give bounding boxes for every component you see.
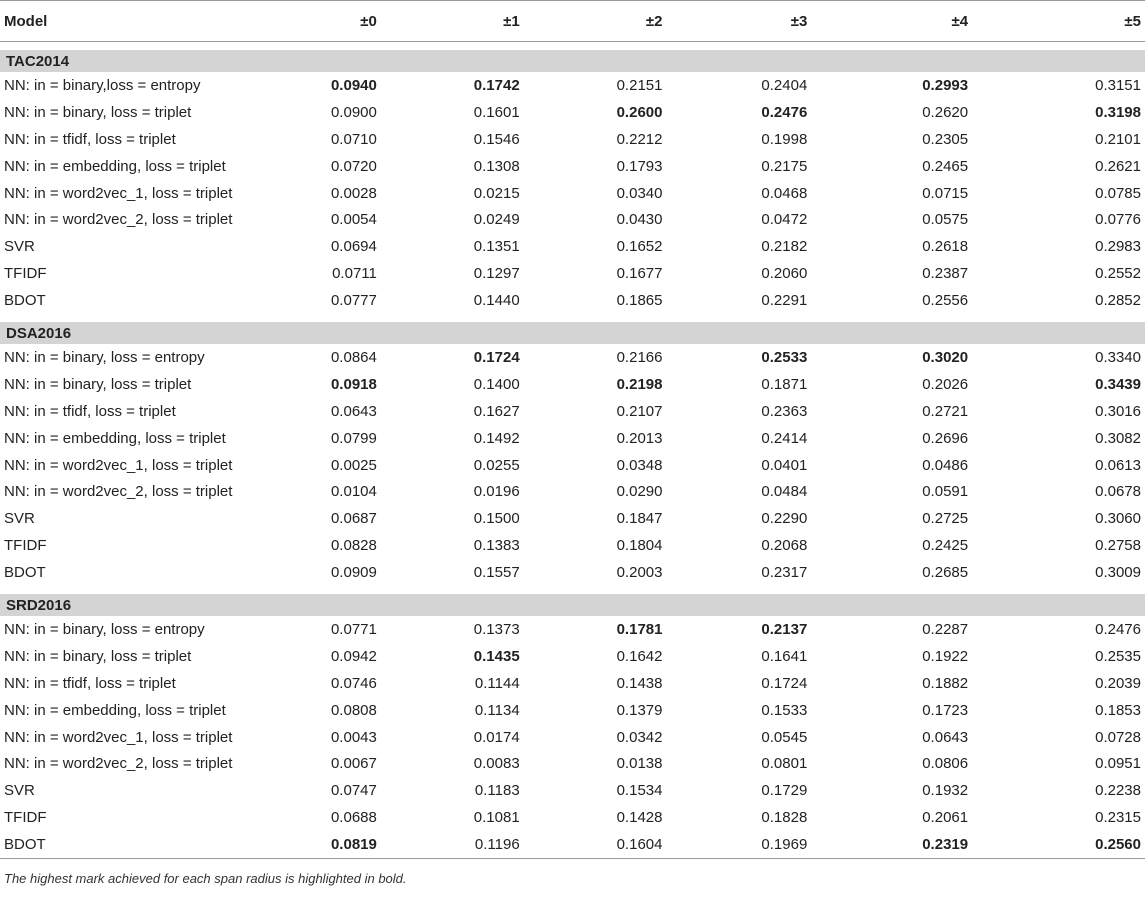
score-cell: 0.2013 — [616, 429, 663, 447]
score-cell: 0.0715 — [922, 184, 969, 202]
score-cell: 0.1435 — [473, 647, 520, 665]
score-cell: 0.2535 — [1095, 647, 1141, 665]
model-name-cell: NN: in = tfidf, loss = triplet — [4, 402, 176, 420]
score-cell: 0.2061 — [922, 809, 969, 827]
table-row — [0, 697, 1145, 724]
score-cell: 0.1196 — [441, 831, 582, 858]
score-cell: 0.3198 — [1095, 103, 1141, 121]
table-row — [0, 724, 1145, 751]
table-row — [0, 233, 1145, 260]
model-name-cell: NN: in = binary, loss = triplet — [4, 103, 192, 121]
score-cell: 0.2476 — [761, 103, 808, 121]
score-cell: 0.1642 — [616, 647, 663, 665]
score-cell: 0.0678 — [1095, 483, 1141, 501]
section-spacer — [0, 586, 1145, 594]
score-cell: 0.0342 — [616, 728, 663, 746]
score-cell: 0.2003 — [616, 564, 663, 582]
score-cell: 0.1627 — [473, 402, 520, 420]
score-cell: 0.0688 — [330, 809, 377, 827]
score-cell: 0.1351 — [473, 238, 520, 256]
score-cell: 0.1847 — [616, 510, 663, 528]
score-cell: 0.1932 — [922, 782, 969, 800]
score-cell: 0.0472 — [761, 211, 808, 229]
score-cell: 0.1601 — [473, 103, 520, 121]
score-cell: 0.0043 — [330, 728, 377, 746]
score-cell: 0.0340 — [616, 184, 663, 202]
score-cell: 0.0401 — [761, 456, 808, 474]
score-cell: 0.1144 — [474, 674, 520, 692]
score-cell: 0.0728 — [1095, 728, 1141, 746]
section-title: DSA2016 — [0, 322, 1145, 344]
score-cell: 0.1379 — [616, 701, 663, 719]
score-cell: 0.1922 — [922, 647, 969, 665]
score-cell: 0.1828 — [761, 809, 808, 827]
table-row — [0, 425, 1145, 452]
model-name-cell: NN: in = binary, loss = triplet — [4, 647, 192, 665]
score-cell: 0.2198 — [616, 375, 663, 393]
score-cell: 0.0067 — [330, 755, 377, 773]
score-cell: 0.2151 — [616, 76, 663, 94]
table-row — [0, 344, 1145, 371]
model-name-cell: SVR — [4, 782, 35, 800]
score-cell: 0.0720 — [330, 157, 377, 175]
score-cell: 0.1729 — [761, 782, 808, 800]
score-cell: 0.1804 — [616, 537, 663, 555]
score-cell: 0.1134 — [474, 701, 520, 719]
score-cell: 0.1533 — [761, 701, 808, 719]
model-name-cell: SVR — [4, 238, 35, 256]
section-header-row — [0, 322, 1145, 344]
model-name-cell: TFIDF — [4, 265, 47, 283]
table-row — [0, 478, 1145, 505]
score-cell: 0.0776 — [1095, 211, 1141, 229]
score-cell: 0.2852 — [1095, 292, 1141, 310]
model-name-cell: BDOT — [4, 564, 46, 582]
score-cell: 0.2315 — [1095, 809, 1141, 827]
score-cell: 0.1793 — [616, 157, 663, 175]
score-cell: 0.2238 — [1095, 782, 1141, 800]
table-body — [0, 42, 1145, 859]
table-row — [0, 99, 1145, 126]
score-cell: 0.1081 — [473, 809, 520, 827]
score-cell: 0.0694 — [330, 238, 377, 256]
score-cell: 0.0918 — [330, 375, 377, 393]
table-row — [0, 260, 1145, 287]
score-cell: 0.1724 — [473, 348, 520, 366]
score-cell: 0.0104 — [330, 483, 377, 501]
score-cell: 0.2060 — [761, 265, 808, 283]
section-header-row — [0, 50, 1145, 72]
score-cell: 0.0054 — [330, 211, 377, 229]
score-cell: 0.2552 — [1095, 265, 1141, 283]
table-row — [0, 505, 1145, 532]
score-cell: 0.1998 — [761, 130, 808, 148]
table-row — [0, 452, 1145, 479]
score-cell: 0.0746 — [330, 674, 377, 692]
score-cell: 0.0864 — [330, 348, 377, 366]
score-cell: 0.0942 — [330, 647, 377, 665]
score-cell: 0.1641 — [761, 647, 808, 665]
score-cell: 0.2026 — [922, 375, 969, 393]
header-span-4: ±4 — [951, 12, 969, 30]
table-row — [0, 371, 1145, 398]
score-cell: 0.3060 — [1095, 510, 1141, 528]
score-cell: 0.0808 — [330, 701, 377, 719]
score-cell: 0.0819 — [300, 831, 441, 858]
score-cell: 0.0545 — [761, 728, 808, 746]
model-name-cell: TFIDF — [4, 809, 47, 827]
score-cell: 0.2317 — [761, 564, 808, 582]
score-cell: 0.0940 — [330, 76, 377, 94]
score-cell: 0.2291 — [761, 292, 808, 310]
score-cell: 0.0747 — [330, 782, 377, 800]
score-cell: 0.0083 — [473, 755, 520, 773]
score-cell: 0.0028 — [330, 184, 377, 202]
score-cell: 0.2166 — [616, 348, 663, 366]
header-span-1: ±1 — [503, 12, 520, 30]
model-name-cell: NN: in = embedding, loss = triplet — [4, 157, 226, 175]
model-name-cell: NN: in = embedding, loss = triplet — [4, 701, 226, 719]
table-row — [0, 643, 1145, 670]
score-cell: 0.2404 — [761, 76, 808, 94]
score-cell: 0.2182 — [761, 238, 808, 256]
score-cell: 0.2305 — [922, 130, 969, 148]
score-cell: 0.3151 — [1095, 76, 1141, 94]
model-name-cell: NN: in = word2vec_1, loss = triplet — [4, 184, 233, 202]
score-cell: 0.0799 — [330, 429, 377, 447]
table-row — [0, 206, 1145, 233]
score-cell: 0.0806 — [922, 755, 969, 773]
score-cell: 0.2600 — [616, 103, 663, 121]
score-cell: 0.1373 — [473, 620, 520, 638]
score-cell: 0.0643 — [330, 402, 377, 420]
score-cell: 0.0484 — [761, 483, 808, 501]
table-row — [0, 777, 1145, 804]
score-cell: 0.0711 — [332, 265, 377, 283]
score-cell: 0.2068 — [761, 537, 808, 555]
score-cell: 0.2758 — [1095, 537, 1141, 555]
table-row — [0, 72, 1145, 99]
model-name-cell: BDOT — [0, 831, 300, 858]
score-cell: 0.2721 — [922, 402, 969, 420]
table-row — [0, 831, 1145, 858]
score-cell: 0.2287 — [922, 620, 969, 638]
score-cell: 0.2319 — [863, 831, 1004, 858]
score-cell: 0.0643 — [922, 728, 969, 746]
section-spacer — [0, 314, 1145, 322]
score-cell: 0.2725 — [922, 510, 969, 528]
score-cell: 0.0348 — [616, 456, 663, 474]
score-cell: 0.0249 — [473, 211, 520, 229]
score-cell: 0.2363 — [761, 402, 808, 420]
model-name-cell: NN: in = binary, loss = triplet — [4, 375, 192, 393]
model-name-cell: NN: in = word2vec_2, loss = triplet — [4, 755, 233, 773]
score-cell: 0.0196 — [473, 483, 520, 501]
header-span-0: ±0 — [360, 12, 377, 30]
score-cell: 0.0771 — [330, 620, 377, 638]
score-cell: 0.2993 — [922, 76, 969, 94]
table-footnote: The highest mark achieved for each span radius is highlighted in bold. — [4, 871, 407, 887]
score-cell: 0.0215 — [473, 184, 520, 202]
score-cell: 0.2476 — [1095, 620, 1141, 638]
score-cell: 0.0575 — [922, 211, 969, 229]
score-cell: 0.2212 — [616, 130, 663, 148]
score-cell: 0.1781 — [616, 620, 663, 638]
score-cell: 0.1652 — [616, 238, 663, 256]
score-cell: 0.2533 — [761, 348, 808, 366]
score-cell: 0.0591 — [922, 483, 969, 501]
table-row — [0, 804, 1145, 831]
score-cell: 0.0430 — [616, 211, 663, 229]
score-cell: 0.0801 — [761, 755, 808, 773]
score-cell: 0.1557 — [473, 564, 520, 582]
model-name-cell: NN: in = binary, loss = entropy — [4, 620, 205, 638]
score-cell: 0.1853 — [1095, 701, 1141, 719]
spacer-cell — [0, 42, 1145, 51]
section-title: TAC2014 — [0, 50, 1145, 72]
score-cell: 0.3340 — [1095, 348, 1141, 366]
score-cell: 0.3439 — [1095, 375, 1141, 393]
score-cell: 0.3082 — [1095, 429, 1141, 447]
score-cell: 0.0174 — [473, 728, 520, 746]
score-cell: 0.0613 — [1095, 456, 1141, 474]
score-cell: 0.1882 — [922, 674, 969, 692]
score-cell: 0.2560 — [1004, 831, 1145, 858]
score-cell: 0.0255 — [473, 456, 520, 474]
score-cell: 0.0777 — [330, 292, 377, 310]
model-name-cell: NN: in = tfidf, loss = triplet — [4, 674, 176, 692]
score-cell: 0.2107 — [616, 402, 663, 420]
score-cell: 0.1604 — [582, 831, 723, 858]
score-cell: 0.1969 — [722, 831, 863, 858]
score-cell: 0.3009 — [1095, 564, 1141, 582]
model-name-cell: NN: in = word2vec_2, loss = triplet — [4, 211, 233, 229]
model-name-cell: BDOT — [4, 292, 46, 310]
score-cell: 0.2621 — [1095, 157, 1141, 175]
score-cell: 0.2039 — [1095, 674, 1141, 692]
score-cell: 0.2290 — [761, 510, 808, 528]
score-cell: 0.2618 — [922, 238, 969, 256]
score-cell: 0.0951 — [1095, 755, 1141, 773]
section-spacer — [0, 42, 1145, 51]
score-cell: 0.1400 — [473, 375, 520, 393]
model-name-cell: NN: in = embedding, loss = triplet — [4, 429, 226, 447]
score-cell: 0.2685 — [922, 564, 969, 582]
score-cell: 0.2414 — [761, 429, 808, 447]
score-cell: 0.0290 — [616, 483, 663, 501]
table-row — [0, 153, 1145, 180]
table-row — [0, 126, 1145, 153]
score-cell: 0.1383 — [473, 537, 520, 555]
table-row — [0, 616, 1145, 643]
model-name-cell: TFIDF — [4, 537, 47, 555]
score-cell: 0.1865 — [616, 292, 663, 310]
score-cell: 0.2101 — [1095, 130, 1141, 148]
score-cell: 0.2465 — [922, 157, 969, 175]
model-name-cell: NN: in = tfidf, loss = triplet — [4, 130, 176, 148]
table-row — [0, 287, 1145, 314]
score-cell: 0.3020 — [922, 348, 969, 366]
score-cell: 0.0900 — [330, 103, 377, 121]
score-cell: 0.0909 — [330, 564, 377, 582]
score-cell: 0.2696 — [922, 429, 969, 447]
score-cell: 0.1742 — [473, 76, 520, 94]
score-cell: 0.1677 — [616, 265, 663, 283]
score-cell: 0.2175 — [761, 157, 808, 175]
score-cell: 0.1428 — [616, 809, 663, 827]
score-cell: 0.1297 — [473, 265, 520, 283]
score-cell: 0.2387 — [922, 265, 969, 283]
header-span-3: ±3 — [790, 12, 808, 30]
score-cell: 0.0710 — [330, 130, 377, 148]
score-cell: 0.1534 — [616, 782, 663, 800]
score-cell: 0.0468 — [761, 184, 808, 202]
header-span-2: ±2 — [645, 12, 663, 30]
header-model: Model — [4, 12, 48, 30]
score-cell: 0.2425 — [922, 537, 969, 555]
section-header-row — [0, 594, 1145, 616]
score-cell: 0.0025 — [330, 456, 377, 474]
model-name-cell: NN: in = word2vec_2, loss = triplet — [4, 483, 233, 501]
spacer-cell — [0, 314, 1145, 322]
score-cell: 0.1308 — [473, 157, 520, 175]
score-cell: 0.0138 — [616, 755, 663, 773]
model-name-cell: NN: in = word2vec_1, loss = triplet — [4, 456, 233, 474]
score-cell: 0.1723 — [922, 701, 969, 719]
score-cell: 0.2620 — [922, 103, 969, 121]
score-cell: 0.1724 — [761, 674, 808, 692]
score-cell: 0.3016 — [1095, 402, 1141, 420]
section-title: SRD2016 — [0, 594, 1145, 616]
score-cell: 0.1438 — [616, 674, 663, 692]
score-cell: 0.0828 — [330, 537, 377, 555]
score-cell: 0.0687 — [330, 510, 377, 528]
model-name-cell: NN: in = binary, loss = entropy — [4, 348, 205, 366]
score-cell: 0.1183 — [474, 782, 520, 800]
score-cell: 0.1871 — [761, 375, 808, 393]
table-row — [0, 670, 1145, 697]
score-cell: 0.2556 — [922, 292, 969, 310]
score-cell: 0.0785 — [1095, 184, 1141, 202]
score-cell: 0.1492 — [473, 429, 520, 447]
model-name-cell: NN: in = word2vec_1, loss = triplet — [4, 728, 233, 746]
table-header-row — [0, 1, 1145, 42]
score-cell: 0.2983 — [1095, 238, 1141, 256]
score-cell: 0.1440 — [473, 292, 520, 310]
score-cell: 0.0486 — [922, 456, 969, 474]
table-row — [0, 559, 1145, 586]
table-row — [0, 532, 1145, 559]
model-name-cell: SVR — [4, 510, 35, 528]
score-cell: 0.1546 — [473, 130, 520, 148]
table-row — [0, 398, 1145, 425]
model-name-cell: NN: in = binary,loss = entropy — [4, 76, 201, 94]
table-row — [0, 750, 1145, 777]
header-span-5: ±5 — [1124, 12, 1141, 30]
score-cell: 0.1500 — [473, 510, 520, 528]
spacer-cell — [0, 586, 1145, 594]
score-cell: 0.2137 — [761, 620, 808, 638]
table-row — [0, 180, 1145, 207]
